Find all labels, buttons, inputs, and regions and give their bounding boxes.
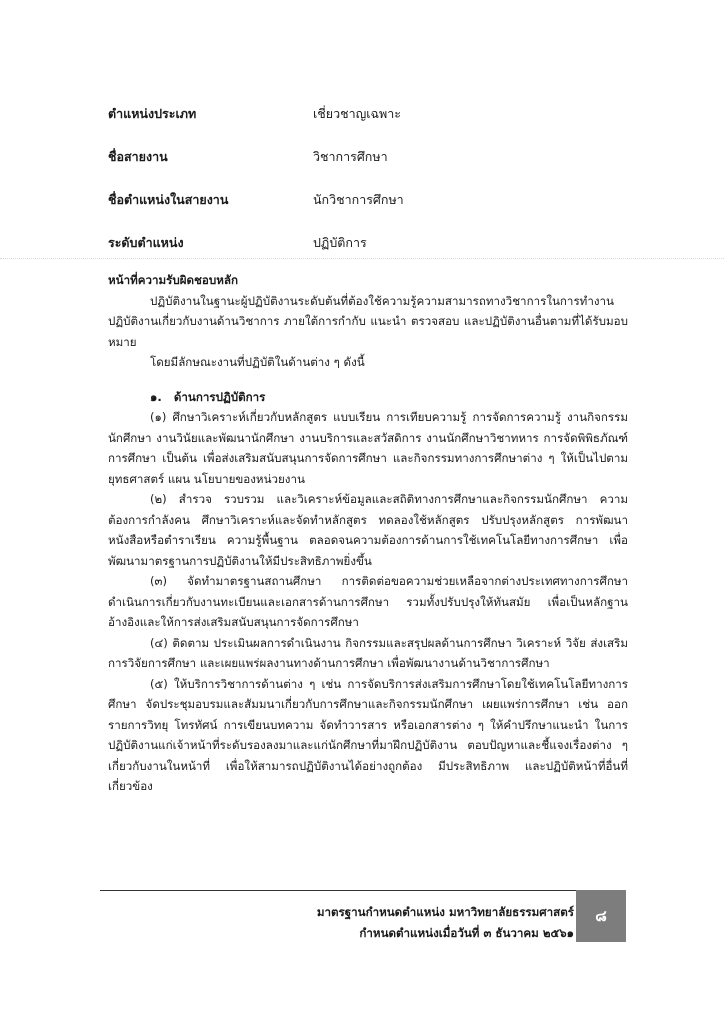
field-value: วิชาการศึกษา <box>313 149 388 164</box>
duties-lead: โดยมีลักษณะงานที่ปฏิบัติในด้านต่าง ๆ ดังนี้ <box>150 355 365 369</box>
duty-item-4: (๔) ติดตาม ประเมินผลการดำเนินงาน กิจกรรมและสรุปผลด้านการศึกษา วิเคราะห์ วิจัย ส่งเสริมการวิจัยการศึกษา และเผยแพร่ผลงานทางด้านการศึกษา เพื่อพัฒนางานด้านวิชาการศึกษา <box>108 635 628 670</box>
section-number: ๑. <box>150 389 162 404</box>
section-title: ด้านการปฏิบัติการ <box>173 389 266 404</box>
duties-block <box>108 270 628 797</box>
duty-item-1: (๑) ศึกษาวิเคราะห์เกี่ยวกับหลักสูตร แบบเรียน การเทียบความรู้ การจัดการความรู้ งานกิจกรรมนักศึกษา งานวินัยและพัฒนานักศึกษา งานบริการและสวัสดิการ งานนักศึกษาวิชาทหาร การจัดพิพิธภัณฑ์การศึกษา เป็นต้น เพื่อส่งเสริมสนับสนุนการจัดการศึกษา และกิจกรรมทางการศึกษาต่าง ๆ ให้เป็นไปตามยุทธศาสตร์ แผน นโยบายของหน่วยงาน <box>108 410 628 486</box>
field-label: ระดับตำแหน่ง <box>108 235 184 250</box>
page-number: ๘ <box>576 890 626 942</box>
field-label: ตำแหน่งประเภท <box>108 106 197 121</box>
duty-item-2: (๒) สำรวจ รวบรวม และวิเคราะห์ข้อมูลและสถิติทางการศึกษาและกิจกรรมนักศึกษา ความต้องการกำลังคน ศึกษาวิเคราะห์และจัดทำหลักสูตร ทดลองใช้หลักสูตร ปรับปรุงหลักสูตร การพัฒนาหนังสือหรือตำราเรียน ความรู้พื้นฐาน ตลอดจนความต้องการด้านการใช้เทคโนโลยีทางการศึกษา เพื่อพัฒนามาตรฐานการปฏิบัติงานให้มีประสิทธิภาพยิ่งขึ้น <box>108 492 628 568</box>
field-value: เชี่ยวชาญเฉพาะ <box>313 106 402 121</box>
section-heading <box>108 387 628 408</box>
duty-item-3: (๓) จัดทำมาตรฐานสถานศึกษา การติดต่อขอความช่วยเหลือจากต่างประเทศทางการศึกษา ดำเนินการเกี่ยวกับงานทะเบียนและเอกสารด้านการศึกษา รวมทั้งปรับปรุงให้ทันสมัย เพื่อเป็นหลักฐานอ้างอิงและให้การส่งเสริมสนับสนุนการจัดการศึกษา <box>108 574 628 629</box>
field-position-type <box>108 104 628 126</box>
field-line-of-work <box>108 147 628 169</box>
duties-intro: ปฏิบัติงานในฐานะผู้ปฏิบัติงานระดับต้นที่ต้องใช้ความรู้ความสามารถทางวิชาการในการทำงาน ปฏิบัติงานเกี่ยวกับงานด้านวิชาการ ภายใต้การกำกับ แนะนำ ตรวจสอบ และปฏิบัติงานอื่นตามที่ได้รับมอบหมาย <box>108 293 628 349</box>
field-value: ปฏิบัติการ <box>313 235 367 250</box>
footer-line-2: กำหนดตำแหน่งเมื่อวันที่ ๓ ธันวาคม ๒๕๖๑ <box>359 926 574 940</box>
footer <box>317 902 574 944</box>
footer-rule <box>100 890 600 891</box>
duty-item-5: (๕) ให้บริการวิชาการด้านต่าง ๆ เช่น การจัดบริการส่งเสริมการศึกษาโดยใช้เทคโนโลยีทางการศึกษา จัดประชุมอบรมและสัมมนาเกี่ยวกับการศึกษาและกิจกรรมนักศึกษา เผยแพร่การศึกษา เช่น ออกรายการวิทยุ โทรทัศน์ การเขียนบทความ จัดทำวารสาร หรือเอกสารต่าง ๆ ให้คำปรึกษาแนะนำ ในการปฏิบัติงานแก่เจ้าหน้าที่ระดับรองลงมาและแก่นักศึกษาที่มาฝึกปฏิบัติงาน ตอบปัญหาและชี้แจงเรื่องต่าง ๆ เกี่ยวกับงานในหน้าที่ เพื่อให้สามารถปฏิบัติงานได้อย่างถูกต้อง มีประสิทธิภาพ และปฏิบัติหน้าที่อื่นที่เกี่ยวข้อง <box>108 676 628 793</box>
field-label: ชื่อสายงาน <box>108 149 168 164</box>
footer-line-1: มาตรฐานกำหนดตำแหน่ง มหาวิทยาลัยธรรมศาสตร์ <box>316 905 574 919</box>
duties-heading: หน้าที่ความรับผิดชอบหลัก <box>108 273 239 287</box>
section-divider <box>0 258 724 259</box>
field-label: ชื่อตำแหน่งในสายงาน <box>108 192 229 207</box>
field-position-level <box>108 233 628 255</box>
field-position-name <box>108 190 628 212</box>
field-value: นักวิชาการศึกษา <box>313 192 404 207</box>
